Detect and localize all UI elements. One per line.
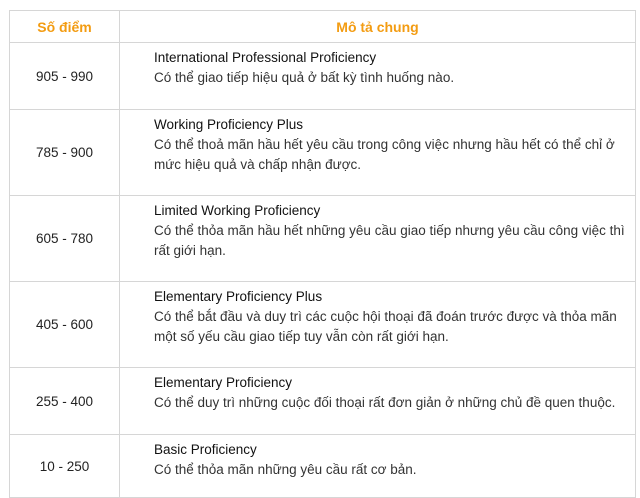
score-range: 785 - 900 <box>10 110 120 196</box>
proficiency-level-title: Working Proficiency Plus <box>154 117 304 132</box>
table-row <box>10 43 636 110</box>
proficiency-level-title: Limited Working Proficiency <box>154 203 321 218</box>
proficiency-level-title: International Professional Proficiency <box>154 50 377 65</box>
score-column-header: Số điểm <box>10 11 120 43</box>
proficiency-description: Có thể giao tiếp hiệu quả ở bất kỳ tình huống nào. <box>154 70 455 85</box>
description-column-header: Mô tả chung <box>120 11 636 43</box>
proficiency-description: Có thể bắt đầu và duy trì các cuộc hội thoại đã đoán trước được và thỏa mãn một số yếu cầu giao tiếp tuy vẫn còn rất giới hạn. <box>154 309 617 344</box>
proficiency-level-title: Basic Proficiency <box>154 442 257 457</box>
proficiency-description: Có thể thoả mãn hầu hết yêu cầu trong công việc nhưng hầu hết có thể chỉ ở mức hiệu quả và chấp nhận được. <box>154 137 615 172</box>
description-cell <box>120 110 636 196</box>
proficiency-description: Có thể thỏa mãn hầu hết những yêu cầu giao tiếp nhưng yêu cầu công việc thì rất giới hạn. <box>154 223 625 258</box>
score-range: 10 - 250 <box>10 435 120 498</box>
score-range: 905 - 990 <box>10 43 120 110</box>
table-row <box>10 282 636 368</box>
table-row <box>10 435 636 498</box>
proficiency-description: Có thể thỏa mãn những yêu cầu rất cơ bản. <box>154 462 417 477</box>
description-cell <box>120 435 636 498</box>
score-range: 255 - 400 <box>10 368 120 435</box>
description-cell <box>120 196 636 282</box>
score-table <box>9 10 636 498</box>
table-row <box>10 368 636 435</box>
description-cell <box>120 282 636 368</box>
proficiency-level-title: Elementary Proficiency Plus <box>154 289 323 304</box>
table-header-row <box>10 11 636 43</box>
table-row <box>10 110 636 196</box>
description-cell <box>120 43 636 110</box>
score-range: 405 - 600 <box>10 282 120 368</box>
description-cell <box>120 368 636 435</box>
score-range: 605 - 780 <box>10 196 120 282</box>
proficiency-description: Có thể duy trì những cuộc đối thoại rất đơn giản ở những chủ đề quen thuộc. <box>154 395 616 410</box>
table-row <box>10 196 636 282</box>
proficiency-level-title: Elementary Proficiency <box>154 375 293 390</box>
